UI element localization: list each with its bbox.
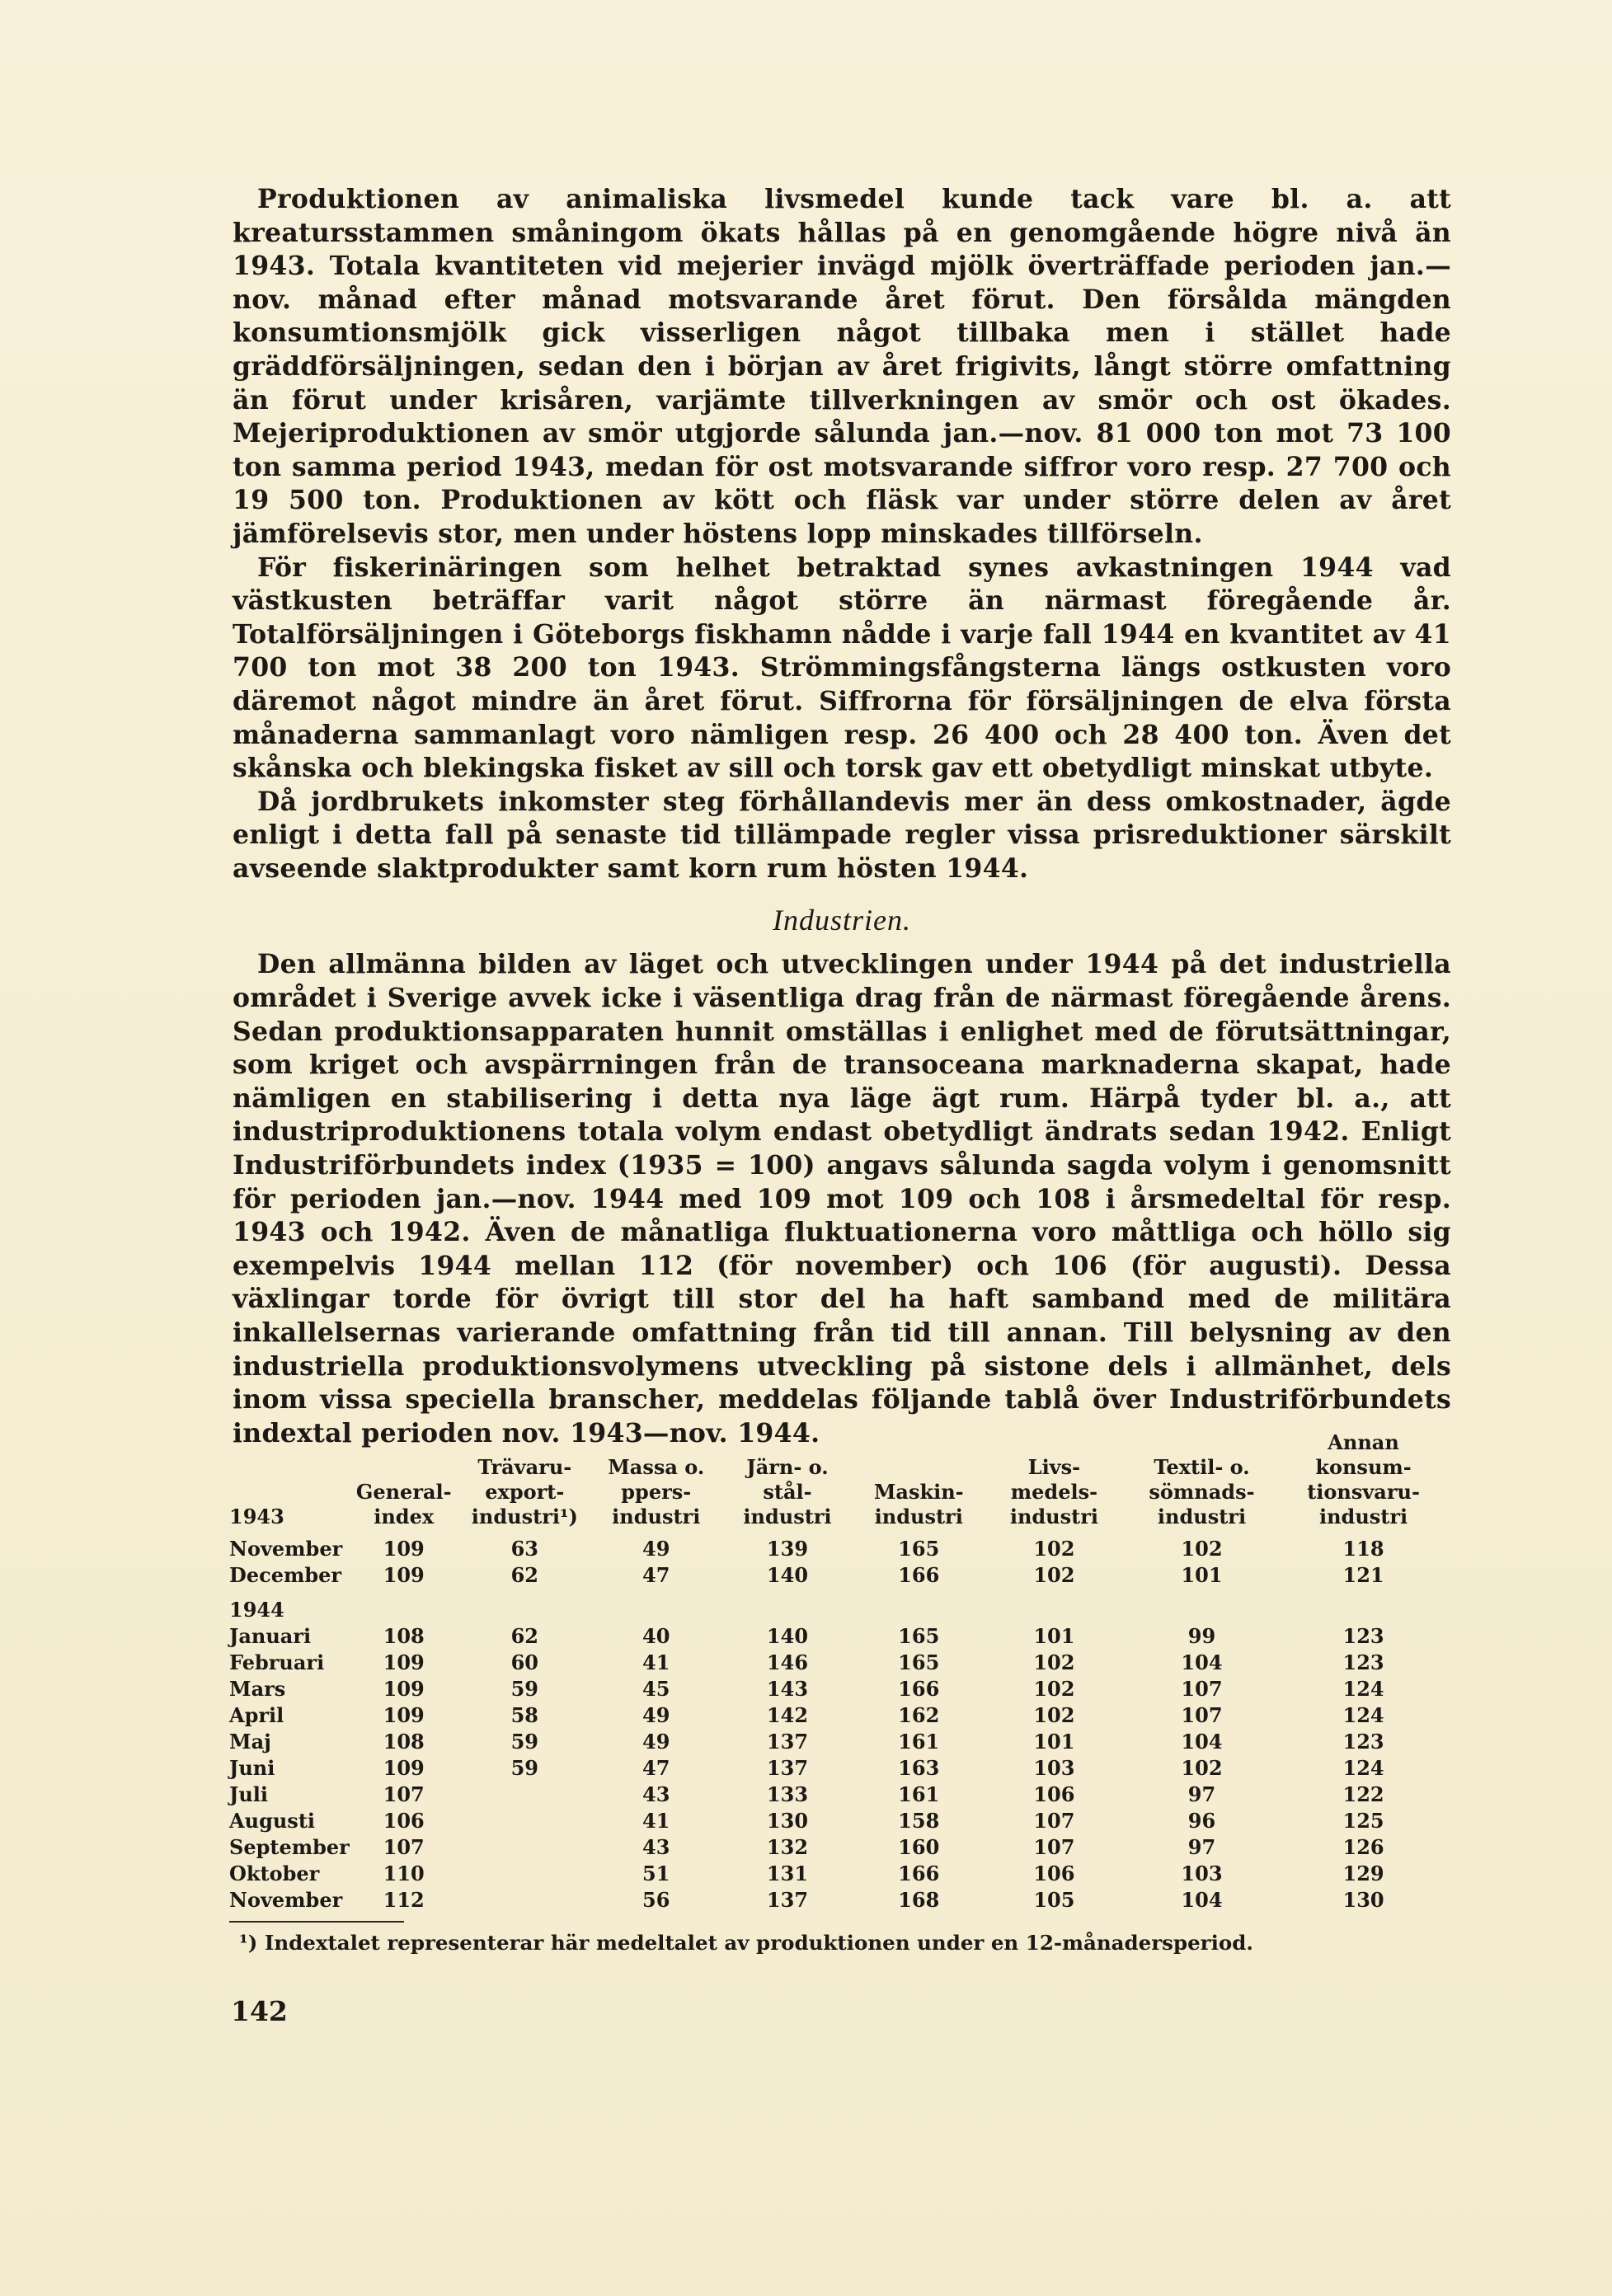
table-cell: 49 (642, 1730, 670, 1754)
table-cell: 102 (1181, 1756, 1223, 1780)
table-cell: 166 (898, 1677, 940, 1701)
table-cell: 102 (1181, 1537, 1223, 1561)
table-cell (455, 1887, 595, 1913)
table-row (228, 1887, 1451, 1913)
table-cell: 106 (1033, 1862, 1075, 1885)
table-cell (455, 1808, 595, 1834)
table-row (228, 1702, 1451, 1729)
table-cell: 58 (510, 1703, 539, 1727)
table-year-row (228, 1589, 1451, 1623)
table-row (228, 1808, 1451, 1834)
row-month: November (229, 1537, 343, 1561)
table-cell: 121 (1342, 1563, 1384, 1587)
table-cell: 59 (510, 1677, 539, 1701)
table-cell: 158 (898, 1809, 940, 1833)
table-cell: 165 (898, 1624, 940, 1648)
table-cell: 101 (1033, 1624, 1075, 1648)
paragraph-industry: Den allmänna bilden av läget och utvecklingen under 1944 på det industriella området i Sverige avvek icke i väsentliga drag från de närmast föregående årens. Sedan produktionsapparaten hunnit omställas i enlighet med de förutsättningar, som kriget och avspärrningen från de transoceana marknaderna skapat, hade nämligen en stabilisering i detta nya läge ägt rum. Härpå tyder bl. a., att industriproduktionens totala volym endast obetydligt ändrats sedan 1942. Enligt Industriförbundets index (1935 = 100) angavs sålunda sagda volym i genomsnitt för perioden jan.—nov. 1944 med 109 mot 109 och 108 i årsmedeltal för resp. 1943 och 1942. Även de månatliga fluktuationerna voro måttliga och höllo sig exempelvis 1944 mellan 112 (för november) och 106 (för augusti). Dessa växlingar torde för övrigt till stor del ha haft samband med de militära inkallelsernas varierande omfattning från tid till annan. Till belysning av den industriella produktionsvolymens utveckling på sistone dels i allmänhet, dels inom vissa speciella branscher, meddelas följande tablå över Industriförbundets indextal perioden nov. 1943—nov. 1944. (233, 949, 1451, 1448)
table-cell: 161 (898, 1782, 940, 1806)
table-cell: 123 (1342, 1650, 1384, 1674)
table-cell: 107 (1181, 1703, 1223, 1727)
table-cell: 124 (1342, 1703, 1384, 1727)
table-body-1943 (228, 1536, 1451, 1589)
body-text (233, 183, 1451, 1450)
table-cell: 109 (383, 1703, 425, 1727)
paragraph-agriculture-prices: Då jordbrukets inkomster steg förhållandevis mer än dess omkostnader, ägde enligt i detta fall på senaste tid tillämpade regler vissa prisreduktioner särskilt avseende slaktprodukter samt korn rum hösten 1944. (233, 786, 1451, 884)
table-cell: 107 (383, 1835, 425, 1859)
table-cell: 161 (898, 1730, 940, 1754)
header-general-index: General- index (355, 1480, 452, 1528)
table-cell: 109 (383, 1563, 425, 1587)
table-row (228, 1834, 1451, 1861)
table-cell: 60 (510, 1650, 539, 1674)
year-label-1944: 1944 (229, 1598, 284, 1622)
table-cell: 168 (898, 1888, 940, 1912)
table-cell: 102 (1033, 1537, 1075, 1561)
table-cell: 62 (510, 1563, 539, 1587)
table-cell: 166 (898, 1862, 940, 1885)
table-cell: 109 (383, 1650, 425, 1674)
row-month: December (229, 1563, 342, 1587)
table-row (228, 1729, 1451, 1755)
table-cell: 132 (766, 1835, 809, 1859)
table-row (228, 1676, 1451, 1702)
table-cell: 124 (1342, 1756, 1384, 1780)
table-cell: 165 (898, 1650, 940, 1674)
table-cell: 107 (1033, 1835, 1075, 1859)
header-iron-steel: Järn- o. stål- industri (743, 1455, 832, 1528)
header-pulp-paper: Massa o. ppers- industri (608, 1455, 705, 1528)
header-wood-export: Trävaru- export- industri¹) (471, 1455, 578, 1528)
table-cell: 97 (1187, 1782, 1216, 1806)
table-cell: 137 (766, 1756, 809, 1780)
row-month: Juni (229, 1756, 275, 1780)
table-cell: 137 (766, 1730, 809, 1754)
table-cell: 43 (642, 1835, 670, 1859)
header-food: Livs- medels- industri (1009, 1455, 1098, 1528)
header-other-consumer: Annan konsum- tionsvaru- industri (1307, 1430, 1420, 1528)
table-cell: 102 (1033, 1563, 1075, 1587)
table-cell (455, 1861, 595, 1887)
table-cell: 103 (1033, 1756, 1075, 1780)
table-row (228, 1861, 1451, 1887)
table-cell: 103 (1181, 1862, 1223, 1885)
table-row (228, 1562, 1451, 1589)
section-heading: Industrien. (773, 904, 911, 937)
table-body-year-label (228, 1589, 1451, 1623)
table-cell: 108 (383, 1624, 425, 1648)
paragraph-animal-food: Produktionen av animaliska livsmedel kunde tack vare bl. a. att kreatursstammen småningom ökats hållas på en genomgående högre nivå än 1943. Totala kvantiteten vid mejerier invägd mjölk överträffade perioden jan.—nov. månad efter månad motsvarande året förut. Den försålda mängden konsumtionsmjölk gick visserligen något tillbaka men i stället hade gräddförsäljningen, sedan den i början av året frigivits, långt större omfattning än förut under krisåren, varjämte tillverkningen av smör och ost ökades. Mejeriproduktionen av smör utgjorde sålunda jan.—nov. 81 000 ton mot 73 100 ton samma period 1943, medan för ost motsvarande siffror voro resp. 27 700 och 19 500 ton. Produktionen av kött och fläsk var under större delen av året jämförelsevis stor, men under höstens lopp minskades tillförseln. (233, 184, 1451, 549)
table-body-1944 (228, 1623, 1451, 1913)
table-cell: 59 (510, 1756, 539, 1780)
page-number: 142 (231, 1995, 288, 2027)
table-cell: 143 (766, 1677, 809, 1701)
table-cell: 106 (1033, 1782, 1075, 1806)
table-cell: 51 (642, 1862, 670, 1885)
table-cell: 108 (383, 1730, 425, 1754)
table-cell: 105 (1033, 1888, 1075, 1912)
table-cell: 107 (1033, 1809, 1075, 1833)
table-cell: 104 (1181, 1650, 1223, 1674)
header-year: 1943 (229, 1505, 284, 1528)
row-month: Januari (229, 1624, 312, 1648)
table-cell: 142 (766, 1703, 809, 1727)
table-cell (455, 1834, 595, 1861)
table-cell: 165 (898, 1537, 940, 1561)
table-cell: 62 (510, 1624, 539, 1648)
paragraph-fisheries: För fiskerinäringen som helhet betraktad synes avkastningen 1944 vad västkusten beträffar varit något större än närmast föregående år. Totalförsäljningen i Göteborgs fiskhamn nådde i varje fall 1944 en kvantitet av 41 700 ton mot 38 200 ton 1943. Strömmingsfångsterna längs ostkusten voro däremot något mindre än året förut. Siffrorna för försäljningen de elva första månaderna sammanlagt voro nämligen resp. 26 400 och 28 400 ton. Även det skånska och blekingska fisket av sill och torsk gav ett obetydligt minskat utbyte. (233, 552, 1451, 784)
table-cell: 118 (1342, 1537, 1384, 1561)
table-cell: 41 (642, 1650, 670, 1674)
table-cell: 123 (1342, 1624, 1384, 1648)
table-cell: 112 (383, 1888, 425, 1912)
table-cell: 129 (1342, 1862, 1384, 1885)
table-cell: 109 (383, 1677, 425, 1701)
table-row (228, 1755, 1451, 1782)
table-cell: 97 (1187, 1835, 1216, 1859)
row-month: Augusti (229, 1809, 316, 1833)
table-header-row (228, 1430, 1451, 1536)
table-cell: 146 (766, 1650, 809, 1674)
table-cell: 166 (898, 1563, 940, 1587)
table-cell: 163 (898, 1756, 940, 1780)
row-month: September (229, 1835, 350, 1859)
table-cell: 140 (766, 1563, 809, 1587)
table-cell: 122 (1342, 1782, 1384, 1806)
row-month: Juli (229, 1782, 269, 1806)
table-cell: 43 (642, 1782, 670, 1806)
table-cell: 96 (1187, 1809, 1216, 1833)
industry-index-table (228, 1430, 1451, 1913)
table-row (228, 1650, 1451, 1676)
row-month: Februari (229, 1650, 325, 1674)
table-row (228, 1782, 1451, 1808)
table-cell: 130 (1342, 1888, 1384, 1912)
table-cell: 101 (1033, 1730, 1075, 1754)
table-cell: 130 (766, 1809, 809, 1833)
table-cell: 124 (1342, 1677, 1384, 1701)
table-cell: 40 (642, 1624, 670, 1648)
table-cell: 101 (1181, 1563, 1223, 1587)
footnote: ¹) Indextalet representerar här medeltalet av produktionen under en 12-månadersperiod. (239, 1931, 1253, 1955)
table-row (228, 1623, 1451, 1650)
table-cell: 162 (898, 1703, 940, 1727)
table-cell: 104 (1181, 1888, 1223, 1912)
table-cell: 59 (510, 1730, 539, 1754)
table-cell: 45 (642, 1677, 670, 1701)
table-cell (455, 1782, 595, 1808)
row-month: Maj (229, 1730, 271, 1754)
table-cell: 56 (642, 1888, 670, 1912)
table-cell: 123 (1342, 1730, 1384, 1754)
table-cell: 131 (766, 1862, 809, 1885)
table-cell: 63 (510, 1537, 539, 1561)
row-month: Oktober (229, 1862, 320, 1885)
table-cell: 126 (1342, 1835, 1384, 1859)
table-cell: 107 (383, 1782, 425, 1806)
table-cell: 139 (766, 1537, 809, 1561)
table-cell: 102 (1033, 1677, 1075, 1701)
table-cell: 102 (1033, 1650, 1075, 1674)
table-cell: 160 (898, 1835, 940, 1859)
table-cell: 106 (383, 1809, 425, 1833)
table-cell: 47 (642, 1563, 670, 1587)
table-cell: 102 (1033, 1703, 1075, 1727)
table-cell: 49 (642, 1537, 670, 1561)
table-row (228, 1536, 1451, 1562)
table-cell: 140 (766, 1624, 809, 1648)
table-cell: 107 (1181, 1677, 1223, 1701)
table-cell: 109 (383, 1756, 425, 1780)
table-cell: 49 (642, 1703, 670, 1727)
table-cell: 133 (766, 1782, 809, 1806)
row-month: Mars (229, 1677, 286, 1701)
table-cell: 110 (383, 1862, 425, 1885)
table-cell: 104 (1181, 1730, 1223, 1754)
table-cell: 99 (1187, 1624, 1216, 1648)
table-cell: 137 (766, 1888, 809, 1912)
table-cell: 47 (642, 1756, 670, 1780)
row-month: November (229, 1888, 343, 1912)
table-cell: 41 (642, 1809, 670, 1833)
row-month: April (229, 1703, 284, 1727)
header-machinery: Maskin- industri (873, 1480, 964, 1528)
table-cell: 109 (383, 1537, 425, 1561)
table-cell: 125 (1342, 1809, 1384, 1833)
footnote-rule (229, 1921, 404, 1923)
header-textile: Textil- o. sömnads- industri (1149, 1455, 1255, 1528)
